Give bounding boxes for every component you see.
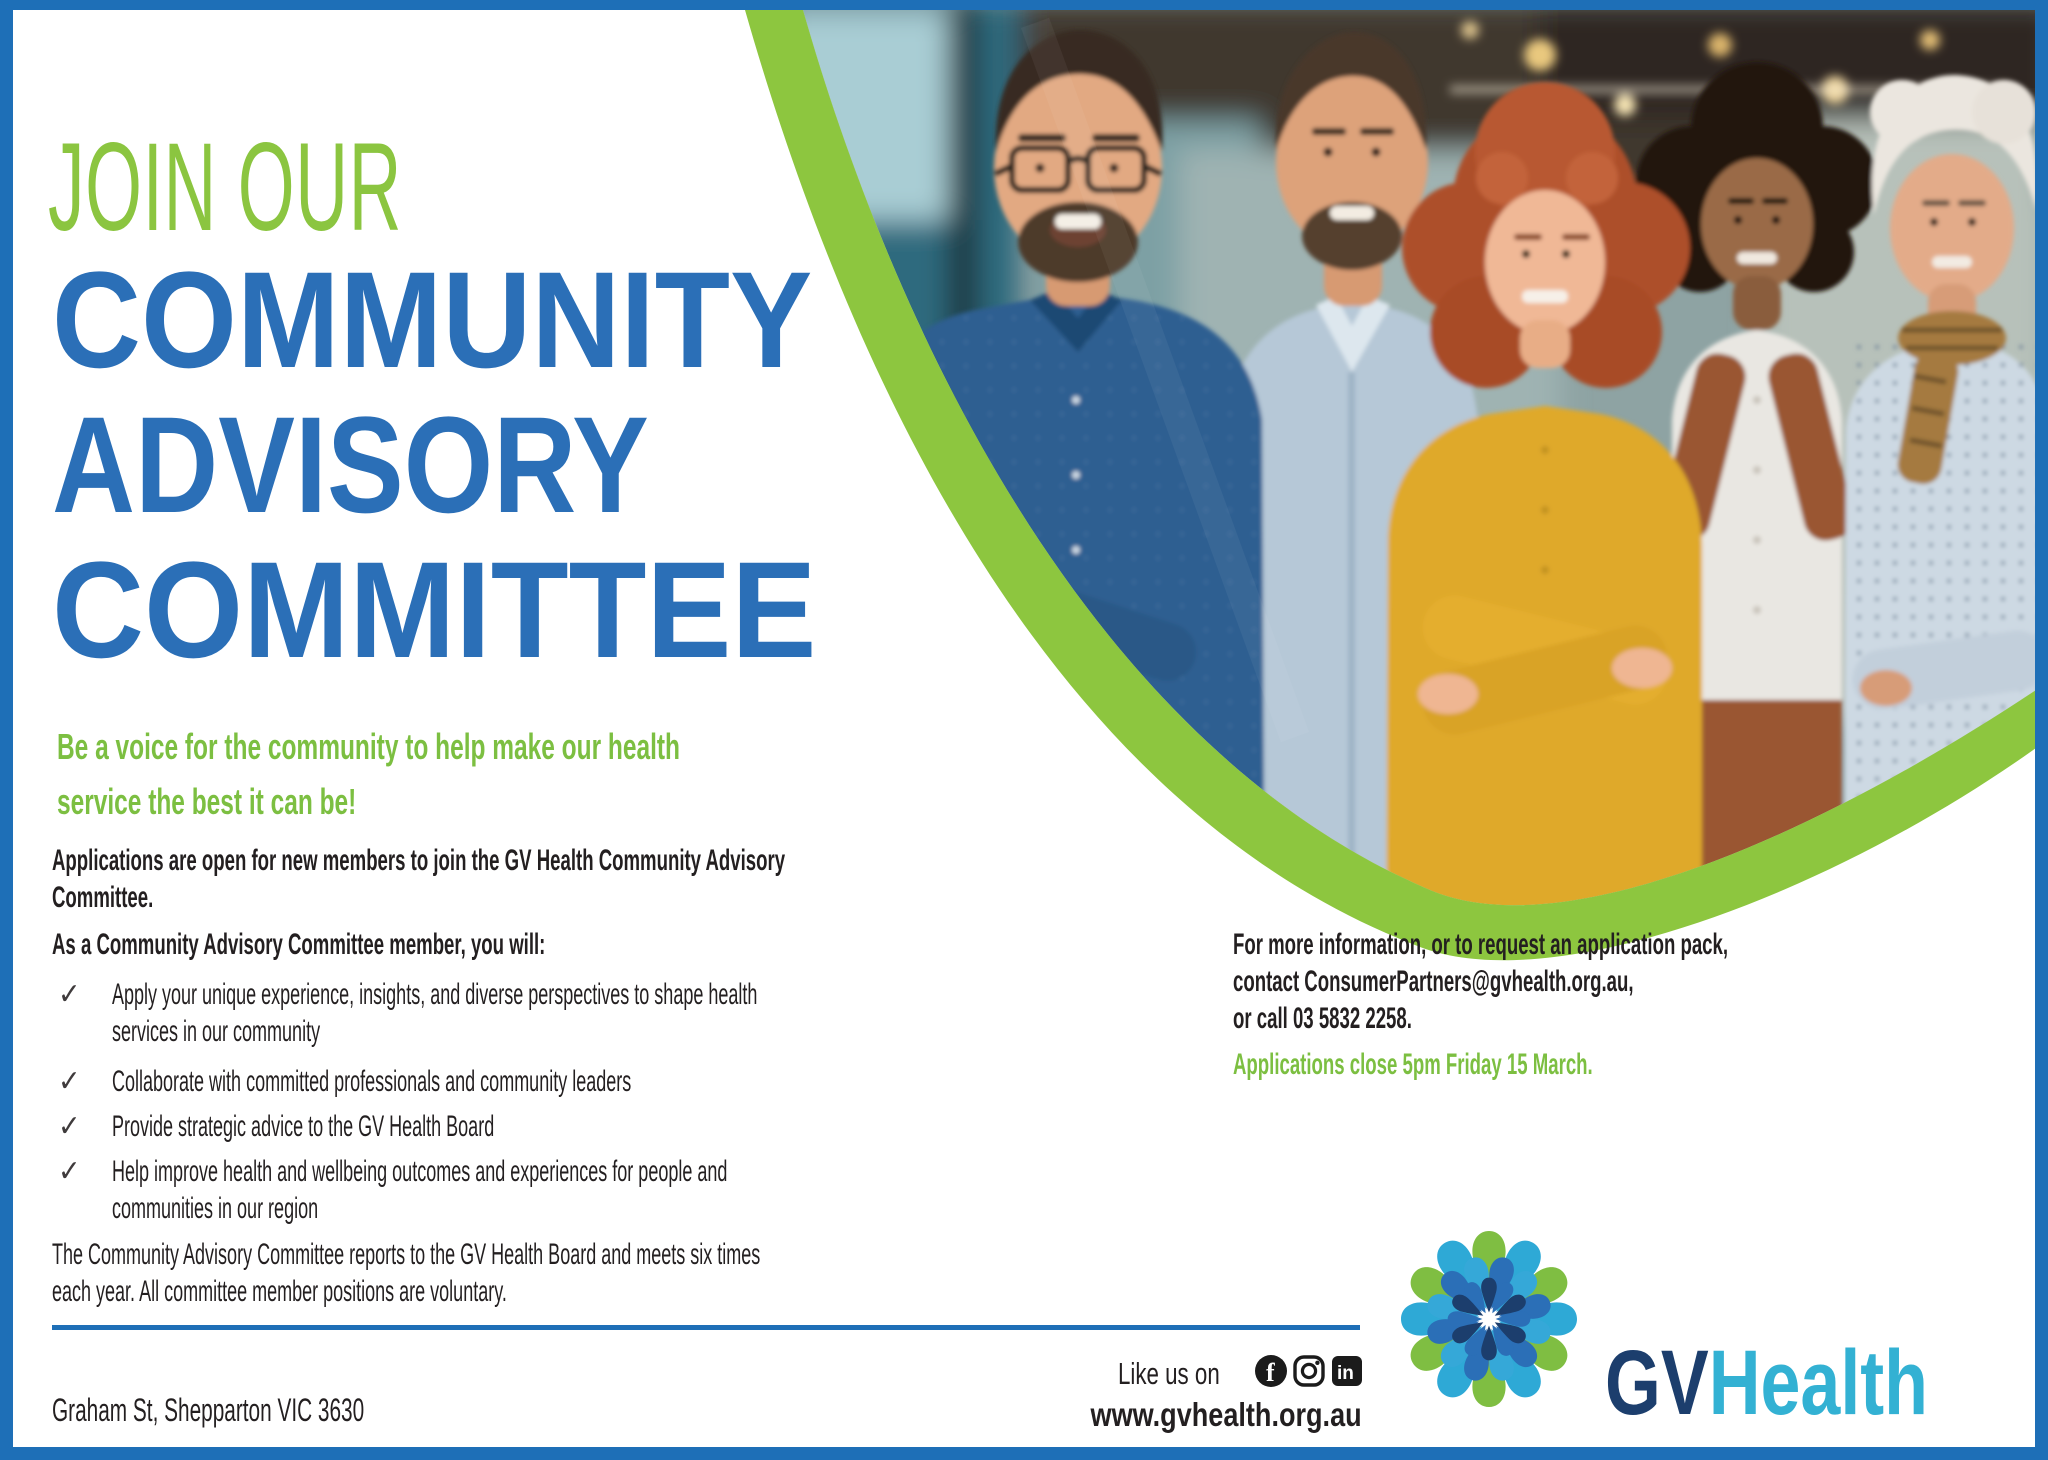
list-item-3-line-1: Provide strategic advice to the GV Health Board: [112, 1110, 495, 1143]
list-item-2-line-1: Collaborate with committed professionals and community leaders: [112, 1065, 632, 1098]
check-icon: ✓: [58, 1155, 81, 1188]
like-us-label: Like us on: [1118, 1356, 1220, 1391]
facebook-icon: [1254, 1354, 1288, 1388]
linkedin-icon: [1330, 1354, 1364, 1388]
intro-line-2: Committee.: [52, 881, 154, 914]
instagram-icon: [1292, 1354, 1326, 1388]
title-line-committee: COMMITTEE: [52, 534, 817, 687]
logo-health: Health: [1708, 1332, 1929, 1434]
closing-line-1: The Community Advisory Committee reports to the GV Health Board and meets six times: [52, 1238, 761, 1271]
list-item-1-line-2: services in our community: [112, 1015, 321, 1048]
subtitle-line-2: service the best it can be!: [57, 781, 357, 822]
title-line-advisory: ADVISORY: [52, 389, 649, 542]
divider-rule: [52, 1325, 1360, 1330]
subtitle-line-1: Be a voice for the community to help make our health: [57, 726, 681, 767]
list-heading: As a Community Advisory Committee member, you will:: [52, 928, 546, 961]
social-icons-row: [1254, 1354, 1364, 1388]
gvhealth-logo-text: [1605, 1332, 1929, 1434]
contact-line-3: or call 03 5832 2258.: [1233, 1002, 1412, 1035]
contact-line-1: For more information, or to request an application pack,: [1233, 928, 1729, 961]
check-icon: ✓: [58, 978, 81, 1011]
title-kicker: JOIN OUR: [48, 118, 403, 257]
person-woman-redhair: [1386, 82, 1702, 1000]
address: Graham St, Shepparton VIC 3630: [52, 1392, 365, 1428]
logo-gv: GV: [1605, 1332, 1709, 1434]
deadline-text: Applications close 5pm Friday 15 March.: [1233, 1048, 1593, 1081]
contact-line-2: contact ConsumerPartners@gvhealth.org.au,: [1233, 965, 1634, 998]
list-item-4-line-2: communities in our region: [112, 1192, 319, 1225]
website-url: www.gvhealth.org.au: [1090, 1396, 1362, 1433]
check-icon: ✓: [58, 1065, 81, 1098]
title-line-community: COMMUNITY: [52, 244, 813, 397]
svg-text:in: in: [1337, 1363, 1354, 1384]
list-item-1-line-1: Apply your unique experience, insights, and diverse perspectives to shape health: [112, 978, 758, 1011]
closing-line-2: each year. All committee member positions are voluntary.: [52, 1275, 507, 1308]
check-icon: ✓: [58, 1110, 81, 1143]
list-item-4-line-1: Help improve health and wellbeing outcomes and experiences for people and: [112, 1155, 728, 1188]
gvhealth-logo-starburst: [1383, 1213, 1595, 1425]
intro-line-1: Applications are open for new members to join the GV Health Community Advisory: [52, 844, 786, 877]
svg-text:f: f: [1266, 1358, 1275, 1387]
